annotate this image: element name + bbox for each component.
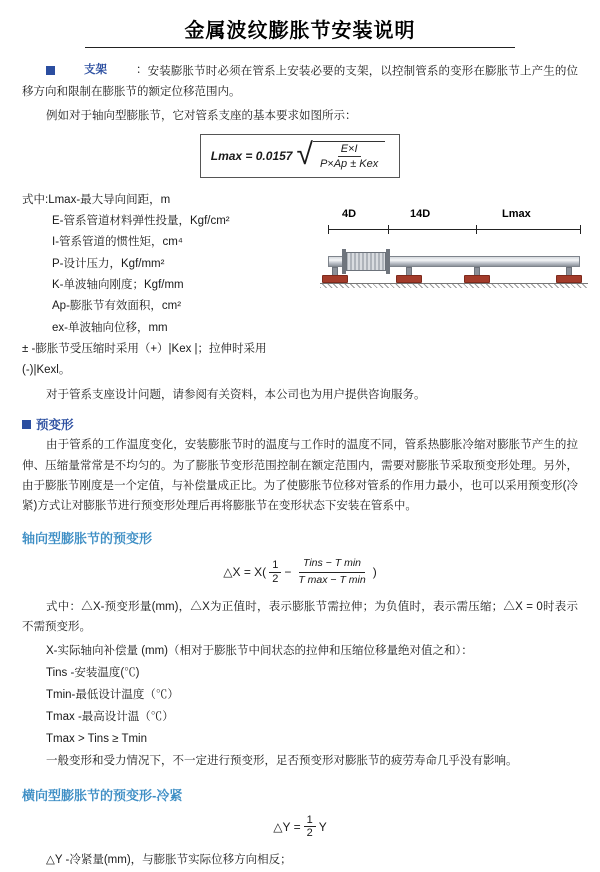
lmax-formula-row (210, 137, 386, 171)
pipe-support (322, 267, 348, 284)
pipe-support (464, 267, 490, 284)
dim-segment-14d (388, 229, 476, 230)
half-fraction-numerator: 1 (269, 559, 281, 573)
axial-formula-rhs: ) (372, 565, 377, 580)
lmax-numerator: E×I (338, 142, 361, 157)
flange (386, 249, 390, 274)
lmax-formula-lhs: Lmax = 0.0157 (210, 148, 293, 163)
bellows-expansion-joint (346, 252, 386, 271)
axial-formula-note: 式中：△X-预变形量(mm)，△X为正值时，表示膨胀节需拉伸；为负值时，表示需压缩；△X = 0时表示不需预变形。 (22, 601, 578, 634)
ground-hatching (320, 283, 588, 288)
diagram-label-14d: 14D (410, 207, 431, 220)
section1-intro-paragraph (22, 60, 578, 102)
diagram-label-lmax: Lmax (502, 207, 531, 220)
axial-formula-minus: − (284, 565, 292, 580)
axial-def-item: Tmin-最低设计温度（℃） (46, 689, 179, 702)
dim-segment-lmax (476, 229, 580, 230)
section1-intro-text: 安装膨胀节时必须在管系上安装必要的支架，以控制管系的变形在膨胀节上产生的位移方向和限制在膨胀节的额定位移范围内。 (22, 65, 578, 98)
section2-para1: 由于管系的工作温度变化，安装膨胀节时的温度与工作时的温度不同，管系热膨胀冷缩对膨胀节产生的拉伸、压缩量常常是不均匀的。为了膨胀节变形范围控制在额定范围内，需要对膨胀节采取预变形处理。另外，由于膨胀节刚度是一个定值，与补偿量成正比。为了使膨胀节位移对管系的作用力最小，也可以采用预变形(冷紧)方式让对膨胀节进行预变形处理后再将膨胀节在变形状态下安装在管系中。 (22, 439, 578, 512)
lateral-coldpull-formula (22, 814, 578, 840)
definition-item: I-管系管道的惯性矩，cm⁴ (52, 236, 183, 249)
section1-heading: 支架 (84, 64, 107, 76)
pipe-support (556, 267, 582, 284)
definitions-and-diagram (22, 188, 578, 381)
lateral-formula-row (273, 814, 327, 840)
temperature-fraction-numerator: Tins − T min (299, 557, 365, 573)
dim-tick (580, 225, 581, 234)
subsection-axial-heading: 轴向型膨胀节的预变形 (22, 530, 153, 546)
pipe-support (396, 267, 422, 284)
support-spacing-diagram (320, 208, 588, 318)
dim-segment-4d (328, 229, 388, 230)
radical-sign-icon: √ (296, 137, 313, 171)
definition-item: 式中:Lmax-最大导向间距，m (22, 193, 171, 206)
diagram-dimension-lines (320, 224, 588, 234)
support-base (396, 275, 422, 283)
definition-item: ± -膨胀节受压缩时采用（+）|Kex |；拉伸时采用(-)|Kexl。 (22, 342, 267, 377)
axial-def-item: Tins -安装温度(℃) (46, 667, 140, 680)
axial-def-item: Tmax > Tins ≥ Tmin (46, 732, 147, 745)
lmax-formula (22, 134, 578, 178)
definition-item: Ap-膨胀节有效面积，cm² (52, 300, 182, 313)
axial-half-fraction (269, 559, 281, 585)
section1-closing: 对于管系支座设计问题，请参阅有关资料，本公司也为用户提供咨询服务。 (46, 389, 426, 402)
lateral-half-fraction (304, 814, 316, 840)
title-divider (85, 47, 515, 48)
pipe-assembly-illustration (320, 236, 588, 298)
axial-def-item: 一般变形和受力情况下，不一定进行预变形，足否预变形对膨胀节的疲劳寿命几乎没有影响。 (46, 754, 518, 767)
support-base (464, 275, 490, 283)
subsection-lateral-heading: 横向型膨胀节的预变形-冷紧 (22, 787, 183, 803)
definition-list (22, 190, 314, 381)
definition-item: P-设计压力，Kgf/mm² (52, 257, 165, 270)
lmax-radical (296, 137, 385, 171)
square-bullet-icon (46, 66, 55, 75)
definition-list-column (22, 188, 314, 381)
half-fraction-denominator: 2 (306, 827, 313, 840)
section1-para2: 例如对于轴向型膨胀节，它对管系支座的基本要求如图所示： (46, 109, 357, 122)
axial-formula-row (223, 557, 376, 587)
half-fraction-denominator: 2 (272, 572, 279, 585)
definition-item: ex-单波轴向位移，mm (52, 321, 168, 334)
page-title: 金属波纹膨胀节安装说明 (184, 20, 416, 42)
lmax-denominator: P×Ap ± Kex (319, 157, 379, 170)
lmax-formula-box (200, 134, 401, 178)
lateral-formula-note: △Y -冷紧量(mm)，与膨胀节实际位移方向相反； (46, 853, 292, 866)
diagram-label-4d: 4D (342, 207, 357, 220)
section2-heading: 预变形 (36, 418, 74, 433)
temperature-fraction-denominator: T max − T min (298, 573, 366, 586)
definition-item: K-单波轴向刚度；Kgf/mm (52, 279, 184, 291)
diagram-dimension-labels (320, 208, 588, 224)
axial-temperature-fraction (294, 557, 369, 587)
axial-def-item: Tmax -最高设计温（℃） (46, 711, 174, 724)
lateral-formula-rhs: Y (318, 819, 327, 834)
axial-def-item: X-实际轴向补偿量 (mm)（相对于膨胀节中间状态的拉伸和压缩位移量绝对值之和）： (46, 645, 473, 658)
diagram-column (320, 188, 588, 318)
section2-heading-row (22, 415, 578, 433)
square-bullet-icon (22, 420, 31, 429)
lmax-fraction (313, 141, 385, 171)
half-fraction-numerator: 1 (304, 814, 316, 828)
definition-item: E-管系管道材料弹性投量，Kgf/cm² (52, 215, 230, 228)
lateral-formula-lhs: △Y = (273, 819, 301, 834)
document-content (0, 60, 600, 872)
document-page (0, 14, 600, 866)
axial-formula-lhs: △X = X( (223, 565, 267, 580)
support-base (322, 275, 348, 283)
support-base (556, 275, 582, 283)
section1-heading-marker: 支架 ： (46, 60, 148, 80)
axial-predeformation-formula (22, 557, 578, 587)
